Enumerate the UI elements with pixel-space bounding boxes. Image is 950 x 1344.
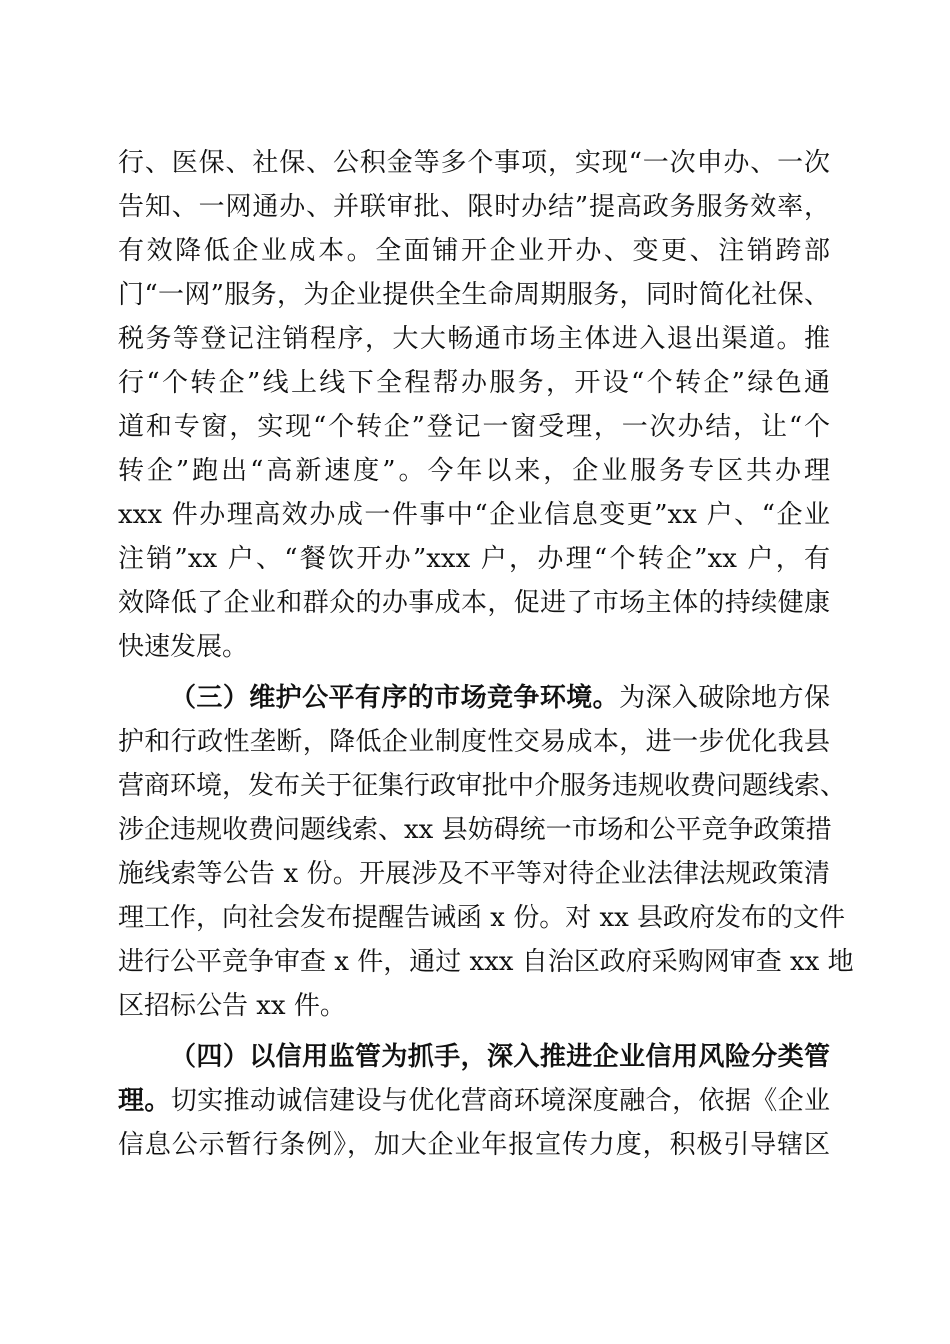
paragraph-2-line: 进行公平竞争审查 x 件，通过 xxx 自治区政府采购网审查 xx 地 bbox=[118, 947, 854, 977]
paragraph-2-first-line bbox=[170, 676, 830, 720]
paragraph-1-line: 告知、一网通办、并联审批、限时办结”提高政务服务效率， bbox=[118, 192, 830, 222]
paragraph-3-line: 信息公示暂行条例》，加大企业年报宣传力度，积极引导辖区 bbox=[118, 1130, 830, 1160]
paragraph-1-line: xxx 件办理高效办成一件事中“企业信息变更”xx 户、“企业 bbox=[118, 500, 830, 530]
paragraph-1-line: 有效降低企业成本。全面铺开企业开办、变更、注销跨部 bbox=[118, 236, 830, 266]
section-heading-4-end: 理。 bbox=[118, 1086, 171, 1116]
section-heading-4: （四）以信用监管为抓手，深入推进企业信用风险分类管 bbox=[170, 1042, 830, 1072]
paragraph-1-line: 效降低了企业和群众的办事成本，促进了市场主体的持续健康 bbox=[118, 588, 830, 618]
paragraph-1-line: 道和专窗，实现“个转企”登记一窗受理，一次办结，让“个 bbox=[118, 412, 830, 442]
paragraph-1-line: 门“一网”服务，为企业提供全生命周期服务，同时简化社保、 bbox=[118, 280, 830, 310]
paragraph-2-line: 理工作，向社会发布提醒告诫函 x 份。对 xx 县政府发布的文件 bbox=[118, 903, 846, 933]
paragraph-1-line: 转企”跑出“高新速度”。今年以来，企业服务专区共办理 bbox=[118, 456, 830, 486]
paragraph-3-second-line bbox=[118, 1079, 830, 1123]
paragraph-2-line: 营商环境，发布关于征集行政审批中介服务违规收费问题线索、 bbox=[118, 771, 847, 801]
paragraph-1-line: 行、医保、社保、公积金等多个事项，实现“一次申办、一次 bbox=[118, 148, 830, 178]
paragraph-2-line: 区招标公告 xx 件。 bbox=[118, 991, 346, 1021]
paragraph-1-line: 行“个转企”线上线下全程帮办服务，开设“个转企”绿色通 bbox=[118, 368, 830, 398]
paragraph-3-text: 切实推动诚信建设与优化营商环境深度融合，依据《企业 bbox=[170, 1086, 830, 1116]
paragraph-1-line: 快速发展。 bbox=[118, 632, 249, 662]
paragraph-1-line: 税务等登记注销程序，大大畅通市场主体进入退出渠道。推 bbox=[118, 324, 830, 354]
paragraph-2-line: 护和行政性垄断，降低企业制度性交易成本，进一步优化我县 bbox=[118, 727, 830, 757]
paragraph-2-line: 涉企违规收费问题线索、xx 县妨碍统一市场和公平竞争政策措 bbox=[118, 815, 832, 845]
paragraph-1-line: 注销”xx 户、“餐饮开办”xxx 户，办理“个转企”xx 户，有 bbox=[118, 544, 830, 574]
section-heading-3: （三）维护公平有序的市场竞争环境。 bbox=[170, 683, 620, 713]
paragraph-2-text: 为深入破除地方保 bbox=[619, 683, 830, 713]
paragraph-2-line: 施线索等公告 x 份。开展涉及不平等对待企业法律法规政策清 bbox=[118, 859, 830, 889]
